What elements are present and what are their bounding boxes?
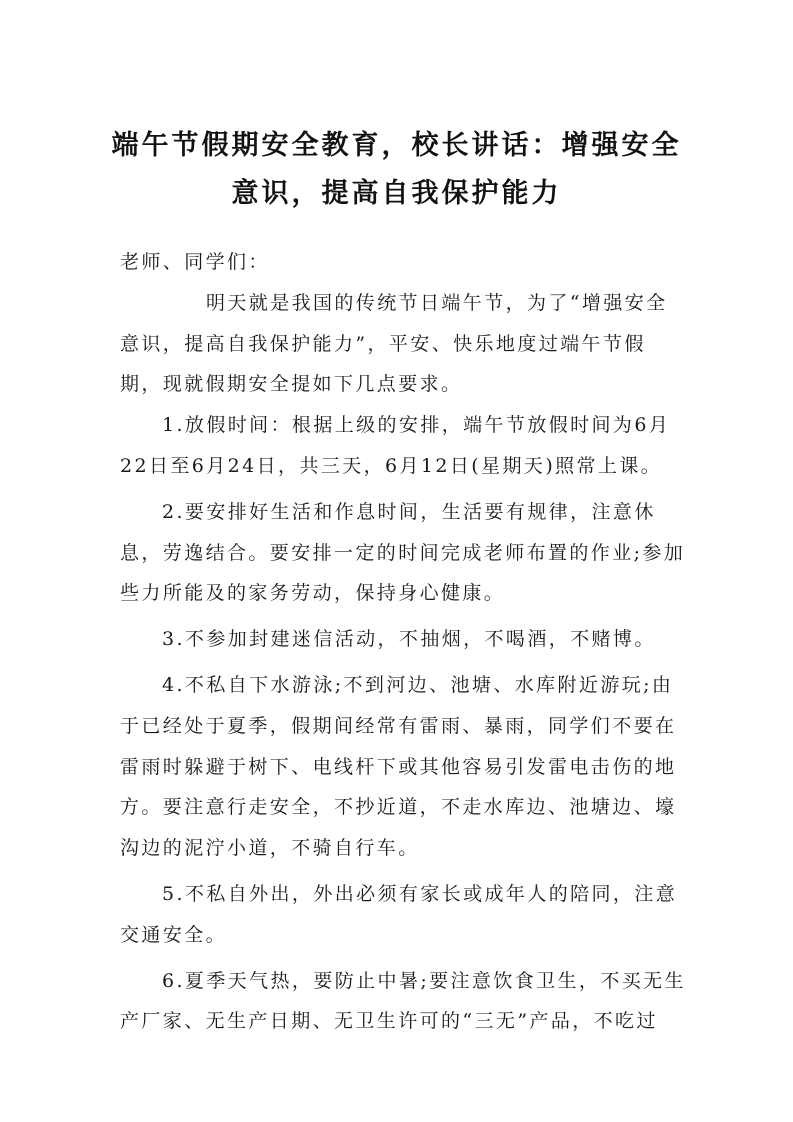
document-title: 端午节假期安全教育，校长讲话：增强安全意识，提高自我保护能力 (111, 130, 682, 209)
intro-paragraph: 明天就是我国的传统节日端午节，为了“增强安全意识，提高自我保护能力”，平安、快乐地度过端午节假期，现就假期安全提如下几点要求。 (120, 291, 668, 396)
requirement-item-6: 6.夏季天气热，要防止中暑;要注意饮食卫生，不买无生产厂家、无生产日期、无卫生许可的“三无”产品，不吃过 (120, 969, 686, 1033)
requirement-item-2: 2.要安排好生活和作息时间，生活要有规律，注意休息，劳逸结合。要安排一定的时间完成老师布置的作业;参加些力所能及的家务劳动，保持身心健康。 (120, 500, 686, 605)
requirement-item-4: 4.不私自下水游泳;不到河边、池塘、水库附近游玩;由于已经处于夏季，假期间经常有雷雨、暴雨，同学们不要在雷雨时躲避于树下、电线杆下或其他容易引发雷电击伤的地方。要注意行走安全，不抄近道，不走水库边、池塘边、壕沟边的泥泞小道，不骑自行车。 (120, 673, 677, 860)
document-body (120, 242, 686, 1042)
requirement-item-1: 1.放假时间：根据上级的安排，端午节放假时间为6月22日至6月24日，共三天，6月12日(星期天)照常上课。 (120, 414, 671, 477)
requirement-item-3: 3.不参加封建迷信活动，不抽烟，不喝酒，不赌博。 (162, 628, 656, 651)
requirement-item-5: 5.不私自外出，外出必须有家长或成年人的陪同，注意交通安全。 (120, 882, 678, 946)
salutation: 老师、同学们： (120, 251, 270, 273)
